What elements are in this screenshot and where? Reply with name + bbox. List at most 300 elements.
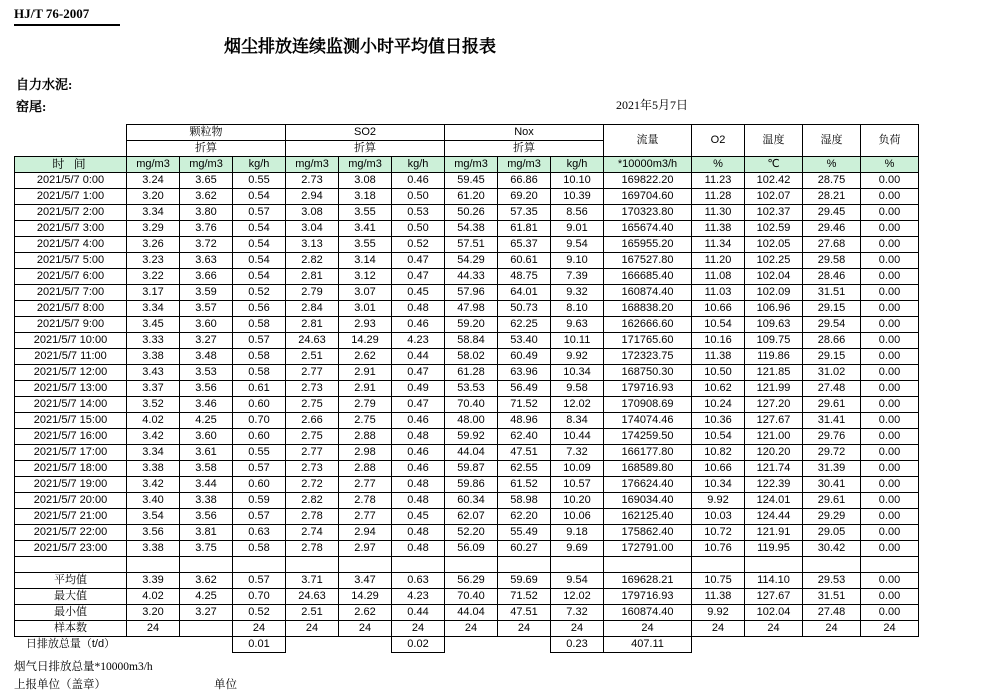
cell-pm-kgh: 0.58: [233, 365, 286, 381]
cell-nox-mgm3: 57.96: [445, 285, 498, 301]
cell-temp: 102.42: [745, 173, 803, 189]
cell-so2-kgh: 0.49: [392, 381, 445, 397]
cell-so2-kgh: 0.47: [392, 269, 445, 285]
cell-pm-mgm3: 3.29: [127, 221, 180, 237]
table-header-groups: [15, 125, 919, 141]
cell-so2-converted: 2.98: [339, 445, 392, 461]
cell-o2: 11.38: [692, 349, 745, 365]
header-unit-flow: *10000m3/h: [604, 157, 692, 173]
cell-nox-mgm3: 58.02: [445, 349, 498, 365]
table-body: [15, 173, 919, 653]
table-row: [15, 205, 919, 221]
cell-humidity: 28.75: [803, 173, 861, 189]
cell-so2-mgm3: 2.51: [286, 349, 339, 365]
cell-nox-kgh: 10.06: [551, 509, 604, 525]
cell-nox-kgh: 9.63: [551, 317, 604, 333]
cell-so2-mgm3: 2.75: [286, 429, 339, 445]
standard-code: HJ/T 76-2007: [14, 6, 90, 21]
cell-pm-kgh: 0.59: [233, 493, 286, 509]
cell-nox-mgm3: 61.28: [445, 365, 498, 381]
summary-cell-flow: 179716.93: [604, 589, 692, 605]
header-pm-sub-blank2: [233, 141, 286, 157]
cell-o2: 10.66: [692, 301, 745, 317]
table-row: [15, 397, 919, 413]
header-unit-pm-kgh: kg/h: [233, 157, 286, 173]
cell-nox-converted: 60.61: [498, 253, 551, 269]
summary-cell-pm-kgh: 0.57: [233, 573, 286, 589]
summary-cell-nox-converted: 24: [498, 621, 551, 637]
cell-load: 0.00: [861, 461, 919, 477]
report-date: 2021年5月7日: [616, 98, 689, 112]
cell-load: 0.00: [861, 269, 919, 285]
cell-pm-converted: 3.76: [180, 221, 233, 237]
header-temp: 温度: [745, 125, 803, 157]
table-row: [15, 189, 919, 205]
cell-nox-converted: 55.49: [498, 525, 551, 541]
summary-cell-temp: 127.67: [745, 589, 803, 605]
summary-cell-flow: 24: [604, 621, 692, 637]
cell-timestamp: 2021/5/7 8:00: [15, 301, 127, 317]
summary-row: [15, 589, 919, 605]
footer-note: 烟气日排放总量*10000m3/h: [14, 661, 153, 673]
header-unit-so2-mg-converted: mg/m3: [339, 157, 392, 173]
cell-temp: 127.20: [745, 397, 803, 413]
cell-nox-kgh: 12.02: [551, 397, 604, 413]
cell-pm-kgh: 0.60: [233, 477, 286, 493]
header-unit-temp: ℃: [745, 157, 803, 173]
cell-pm-converted: 3.46: [180, 397, 233, 413]
cell-nox-mgm3: 58.84: [445, 333, 498, 349]
summary-cell-load: 0.00: [861, 589, 919, 605]
cell-pm-mgm3: 3.38: [127, 349, 180, 365]
cell-so2-mgm3: 2.73: [286, 381, 339, 397]
cell-pm-kgh: 0.70: [233, 413, 286, 429]
summary-label: 最大值: [15, 589, 127, 605]
cell-pm-kgh: 0.61: [233, 381, 286, 397]
cell-o2: 10.36: [692, 413, 745, 429]
cell-so2-mgm3: 24.63: [286, 333, 339, 349]
cell-timestamp: 2021/5/7 2:00: [15, 205, 127, 221]
cell-pm-converted: 3.60: [180, 317, 233, 333]
header-unit-so2-mg: mg/m3: [286, 157, 339, 173]
cell-humidity: 29.45: [803, 205, 861, 221]
cell-nox-mgm3: 44.33: [445, 269, 498, 285]
summary-cell-nox-mgm3: 56.29: [445, 573, 498, 589]
cell-flow: 176624.40: [604, 477, 692, 493]
cell-nox-converted: 64.01: [498, 285, 551, 301]
cell-pm-mgm3: 3.24: [127, 173, 180, 189]
cell-flow: 179716.93: [604, 381, 692, 397]
summary-cell-temp: 114.10: [745, 573, 803, 589]
cell-nox-converted: 71.52: [498, 397, 551, 413]
cell-o2: 10.76: [692, 541, 745, 557]
cell-nox-kgh: 9.01: [551, 221, 604, 237]
cell-flow: 162125.40: [604, 509, 692, 525]
emission-so2-blank1: [286, 637, 339, 653]
summary-row: [15, 621, 919, 637]
cell-load: 0.00: [861, 365, 919, 381]
cell-so2-kgh: 0.48: [392, 429, 445, 445]
cell-humidity: 31.02: [803, 365, 861, 381]
cell-so2-mgm3: 2.77: [286, 365, 339, 381]
cell-so2-converted: 3.01: [339, 301, 392, 317]
cell-pm-converted: 3.66: [180, 269, 233, 285]
cell-nox-converted: 50.73: [498, 301, 551, 317]
summary-cell-o2: 24: [692, 621, 745, 637]
cell-flow: 166177.80: [604, 445, 692, 461]
cell-pm-mgm3: 3.52: [127, 397, 180, 413]
cell-pm-converted: 3.59: [180, 285, 233, 301]
cell-load: 0.00: [861, 221, 919, 237]
cell-nox-kgh: 7.39: [551, 269, 604, 285]
summary-cell-so2-kgh: 24: [392, 621, 445, 637]
cell-so2-converted: 2.93: [339, 317, 392, 333]
cell-timestamp: 2021/5/7 12:00: [15, 365, 127, 381]
summary-cell-pm-converted: 3.27: [180, 605, 233, 621]
header-nox-sub-blank2: [551, 141, 604, 157]
summary-row: [15, 605, 919, 621]
cell-flow: 174074.46: [604, 413, 692, 429]
cell-load: 0.00: [861, 429, 919, 445]
cell-timestamp: 2021/5/7 1:00: [15, 189, 127, 205]
cell-nox-kgh: 10.34: [551, 365, 604, 381]
cell-so2-mgm3: 2.82: [286, 493, 339, 509]
cell-nox-converted: 47.51: [498, 445, 551, 461]
emission-nox-blank2: [498, 637, 551, 653]
cell-load: 0.00: [861, 445, 919, 461]
cell-so2-mgm3: 2.81: [286, 317, 339, 333]
cell-pm-kgh: 0.57: [233, 205, 286, 221]
table-row: [15, 221, 919, 237]
cell-so2-converted: 2.62: [339, 349, 392, 365]
cell-flow: 172323.75: [604, 349, 692, 365]
cell-pm-mgm3: 3.54: [127, 509, 180, 525]
cell-humidity: 28.21: [803, 189, 861, 205]
cell-so2-converted: 3.41: [339, 221, 392, 237]
cell-humidity: 29.05: [803, 525, 861, 541]
cell-pm-kgh: 0.58: [233, 349, 286, 365]
cell-pm-kgh: 0.54: [233, 237, 286, 253]
cell-pm-converted: 3.61: [180, 445, 233, 461]
cell-nox-kgh: 9.54: [551, 237, 604, 253]
cell-o2: 11.20: [692, 253, 745, 269]
summary-cell-load: 0.00: [861, 605, 919, 621]
cell-pm-kgh: 0.54: [233, 189, 286, 205]
cell-so2-converted: 2.88: [339, 429, 392, 445]
cell-so2-kgh: 0.45: [392, 285, 445, 301]
cell-temp: 127.67: [745, 413, 803, 429]
cell-nox-kgh: 9.69: [551, 541, 604, 557]
cell-o2: 10.66: [692, 461, 745, 477]
cell-nox-converted: 60.27: [498, 541, 551, 557]
emission-pm-blank2: [180, 637, 233, 653]
source-name: 窑尾:: [16, 99, 47, 114]
cell-so2-mgm3: 2.79: [286, 285, 339, 301]
cell-o2: 11.23: [692, 173, 745, 189]
cell-flow: 168589.80: [604, 461, 692, 477]
cell-temp: 102.04: [745, 269, 803, 285]
cell-temp: 109.63: [745, 317, 803, 333]
cell-pm-kgh: 0.55: [233, 445, 286, 461]
summary-cell-o2: 9.92: [692, 605, 745, 621]
cell-temp: 121.91: [745, 525, 803, 541]
cell-o2: 11.34: [692, 237, 745, 253]
cell-nox-mgm3: 59.87: [445, 461, 498, 477]
cell-pm-kgh: 0.57: [233, 333, 286, 349]
cell-timestamp: 2021/5/7 16:00: [15, 429, 127, 445]
cell-temp: 102.25: [745, 253, 803, 269]
cell-humidity: 31.41: [803, 413, 861, 429]
cell-nox-kgh: 9.32: [551, 285, 604, 301]
table-row: [15, 461, 919, 477]
cell-nox-converted: 61.81: [498, 221, 551, 237]
cell-humidity: 29.29: [803, 509, 861, 525]
cell-so2-kgh: 4.23: [392, 333, 445, 349]
cell-flow: 165674.40: [604, 221, 692, 237]
cell-so2-converted: 2.77: [339, 509, 392, 525]
cell-so2-kgh: 0.46: [392, 173, 445, 189]
summary-cell-pm-kgh: 0.70: [233, 589, 286, 605]
cell-so2-converted: 2.91: [339, 381, 392, 397]
cell-pm-mgm3: 3.38: [127, 541, 180, 557]
cell-nox-mgm3: 52.20: [445, 525, 498, 541]
cell-o2: 11.28: [692, 189, 745, 205]
cell-so2-converted: 2.97: [339, 541, 392, 557]
cell-temp: 124.44: [745, 509, 803, 525]
cell-so2-kgh: 0.47: [392, 397, 445, 413]
cell-nox-converted: 66.86: [498, 173, 551, 189]
cell-timestamp: 2021/5/7 15:00: [15, 413, 127, 429]
cell-nox-kgh: 10.20: [551, 493, 604, 509]
cell-so2-kgh: 0.48: [392, 301, 445, 317]
header-time-label: 时 间: [15, 157, 127, 173]
table-row: [15, 413, 919, 429]
cell-nox-kgh: 9.18: [551, 525, 604, 541]
cell-humidity: 30.41: [803, 477, 861, 493]
cell-pm-converted: 3.80: [180, 205, 233, 221]
cell-load: 0.00: [861, 317, 919, 333]
cell-flow: 167527.80: [604, 253, 692, 269]
table-row: [15, 269, 919, 285]
cell-nox-converted: 63.96: [498, 365, 551, 381]
cell-nox-kgh: 9.92: [551, 349, 604, 365]
cell-load: 0.00: [861, 205, 919, 221]
cell-temp: 121.00: [745, 429, 803, 445]
cell-so2-mgm3: 2.73: [286, 461, 339, 477]
cell-timestamp: 2021/5/7 10:00: [15, 333, 127, 349]
cell-so2-converted: 2.94: [339, 525, 392, 541]
cell-timestamp: 2021/5/7 19:00: [15, 477, 127, 493]
header-unit-so2-kgh: kg/h: [392, 157, 445, 173]
cell-so2-kgh: 0.52: [392, 237, 445, 253]
cell-o2: 9.92: [692, 493, 745, 509]
cell-pm-converted: 3.63: [180, 253, 233, 269]
page-title: 烟尘排放连续监测小时平均值日报表: [224, 37, 496, 56]
emission-flow-total: 407.11: [604, 637, 692, 653]
cell-so2-kgh: 0.48: [392, 477, 445, 493]
cell-pm-converted: 4.25: [180, 413, 233, 429]
cell-pm-mgm3: 3.17: [127, 285, 180, 301]
cell-so2-kgh: 0.47: [392, 253, 445, 269]
cell-pm-kgh: 0.57: [233, 461, 286, 477]
cell-pm-converted: 3.75: [180, 541, 233, 557]
cell-humidity: 30.42: [803, 541, 861, 557]
summary-cell-nox-kgh: 9.54: [551, 573, 604, 589]
table-row: [15, 525, 919, 541]
cell-pm-mgm3: 3.56: [127, 525, 180, 541]
cell-o2: 10.34: [692, 477, 745, 493]
cell-pm-converted: 3.72: [180, 237, 233, 253]
summary-cell-so2-kgh: 0.44: [392, 605, 445, 621]
emission-nox-blank1: [445, 637, 498, 653]
summary-cell-so2-mgm3: 3.71: [286, 573, 339, 589]
cell-nox-mgm3: 59.45: [445, 173, 498, 189]
cell-flow: 168838.20: [604, 301, 692, 317]
emission-nox-total: 0.23: [551, 637, 604, 653]
cell-o2: 11.08: [692, 269, 745, 285]
cell-nox-kgh: 9.10: [551, 253, 604, 269]
cell-nox-converted: 62.40: [498, 429, 551, 445]
cell-pm-kgh: 0.54: [233, 253, 286, 269]
cell-so2-converted: 3.08: [339, 173, 392, 189]
cell-flow: 170323.80: [604, 205, 692, 221]
header-unit-nox-kgh: kg/h: [551, 157, 604, 173]
cell-so2-converted: 2.79: [339, 397, 392, 413]
cell-timestamp: 2021/5/7 3:00: [15, 221, 127, 237]
cell-load: 0.00: [861, 541, 919, 557]
summary-cell-so2-mgm3: 24.63: [286, 589, 339, 605]
summary-cell-nox-converted: 71.52: [498, 589, 551, 605]
cell-so2-mgm3: 2.72: [286, 477, 339, 493]
cell-pm-kgh: 0.54: [233, 221, 286, 237]
cell-pm-mgm3: 3.34: [127, 445, 180, 461]
table-row: [15, 493, 919, 509]
cell-temp: 121.99: [745, 381, 803, 397]
header-unit-o2: %: [692, 157, 745, 173]
summary-label: 样本数: [15, 621, 127, 637]
cell-nox-kgh: 10.09: [551, 461, 604, 477]
header-unit-humidity: %: [803, 157, 861, 173]
cell-nox-kgh: 9.58: [551, 381, 604, 397]
summary-cell-so2-mgm3: 2.51: [286, 605, 339, 621]
cell-flow: 168750.30: [604, 365, 692, 381]
table-row: [15, 301, 919, 317]
summary-cell-so2-kgh: 0.63: [392, 573, 445, 589]
cell-pm-converted: 3.62: [180, 189, 233, 205]
cell-pm-converted: 3.44: [180, 477, 233, 493]
emission-pm-total: 0.01: [233, 637, 286, 653]
cell-load: 0.00: [861, 525, 919, 541]
cell-humidity: 29.61: [803, 397, 861, 413]
summary-cell-nox-converted: 59.69: [498, 573, 551, 589]
cell-pm-mgm3: 3.45: [127, 317, 180, 333]
cell-nox-kgh: 7.32: [551, 445, 604, 461]
table-row: [15, 541, 919, 557]
cell-pm-kgh: 0.57: [233, 509, 286, 525]
data-table: [14, 124, 919, 653]
cell-temp: 121.74: [745, 461, 803, 477]
table-row: [15, 333, 919, 349]
cell-pm-mgm3: 3.20: [127, 189, 180, 205]
cell-nox-mgm3: 54.29: [445, 253, 498, 269]
cell-o2: 10.54: [692, 317, 745, 333]
table-row: [15, 429, 919, 445]
emission-hum-blank: [803, 637, 861, 653]
cell-load: 0.00: [861, 477, 919, 493]
cell-so2-converted: 3.12: [339, 269, 392, 285]
cell-nox-converted: 69.20: [498, 189, 551, 205]
cell-load: 0.00: [861, 285, 919, 301]
summary-cell-pm-mgm3: 4.02: [127, 589, 180, 605]
summary-cell-humidity: 27.48: [803, 605, 861, 621]
header-group-so2: SO2: [286, 125, 445, 141]
summary-cell-so2-converted: 14.29: [339, 589, 392, 605]
cell-flow: 160874.40: [604, 285, 692, 301]
table-row: [15, 237, 919, 253]
cell-nox-mgm3: 54.38: [445, 221, 498, 237]
cell-humidity: 29.46: [803, 221, 861, 237]
cell-pm-converted: 3.56: [180, 509, 233, 525]
header-so2-sub-blank2: [392, 141, 445, 157]
cell-so2-mgm3: 2.81: [286, 269, 339, 285]
cell-nox-mgm3: 59.86: [445, 477, 498, 493]
cell-timestamp: 2021/5/7 7:00: [15, 285, 127, 301]
cell-temp: 102.07: [745, 189, 803, 205]
cell-nox-mgm3: 50.26: [445, 205, 498, 221]
cell-so2-converted: 14.29: [339, 333, 392, 349]
summary-cell-humidity: 24: [803, 621, 861, 637]
table-row: [15, 253, 919, 269]
cell-so2-mgm3: 2.94: [286, 189, 339, 205]
cell-timestamp: 2021/5/7 4:00: [15, 237, 127, 253]
cell-pm-mgm3: 3.23: [127, 253, 180, 269]
table-row: [15, 365, 919, 381]
summary-cell-pm-converted: 3.62: [180, 573, 233, 589]
cell-humidity: 31.39: [803, 461, 861, 477]
header-flow: 流量: [604, 125, 692, 157]
header-load: 负荷: [861, 125, 919, 157]
cell-temp: 122.39: [745, 477, 803, 493]
cell-humidity: 31.51: [803, 285, 861, 301]
header-o2: O2: [692, 125, 745, 157]
cell-so2-converted: 2.75: [339, 413, 392, 429]
summary-cell-flow: 169628.21: [604, 573, 692, 589]
cell-nox-kgh: 10.10: [551, 173, 604, 189]
cell-humidity: 29.54: [803, 317, 861, 333]
summary-cell-nox-mgm3: 70.40: [445, 589, 498, 605]
cell-humidity: 29.15: [803, 301, 861, 317]
cell-load: 0.00: [861, 413, 919, 429]
cell-flow: 170908.69: [604, 397, 692, 413]
cell-o2: 10.62: [692, 381, 745, 397]
cell-temp: 119.95: [745, 541, 803, 557]
cell-o2: 10.82: [692, 445, 745, 461]
cell-temp: 121.85: [745, 365, 803, 381]
cell-temp: 102.37: [745, 205, 803, 221]
cell-timestamp: 2021/5/7 18:00: [15, 461, 127, 477]
cell-temp: 106.96: [745, 301, 803, 317]
emission-total-row: [15, 637, 919, 653]
table-row: [15, 381, 919, 397]
summary-row: [15, 573, 919, 589]
cell-nox-kgh: 10.57: [551, 477, 604, 493]
cell-so2-mgm3: 3.13: [286, 237, 339, 253]
cell-pm-mgm3: 3.34: [127, 301, 180, 317]
cell-nox-converted: 57.35: [498, 205, 551, 221]
cell-nox-kgh: 8.34: [551, 413, 604, 429]
cell-nox-converted: 60.49: [498, 349, 551, 365]
cell-so2-kgh: 0.48: [392, 493, 445, 509]
